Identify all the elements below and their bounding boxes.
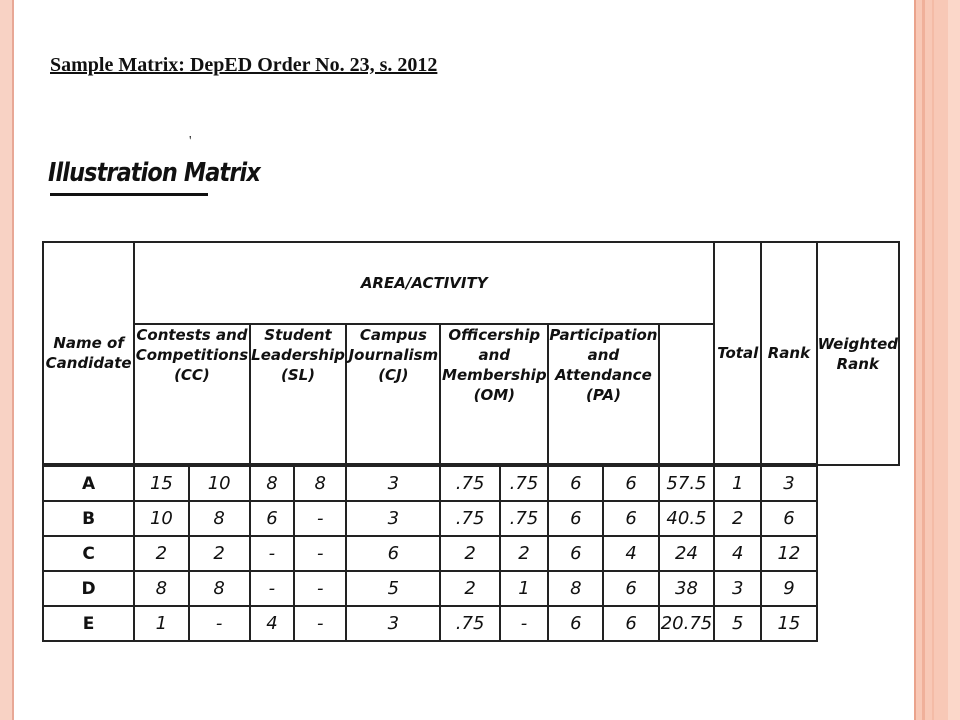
cc-score: 10 [189,465,250,501]
om-score: 2 [440,536,499,571]
rank-value: 5 [714,606,761,641]
table-row [43,571,899,606]
candidate-name: C [43,536,134,571]
total-score: 20.75 [659,606,715,641]
slide-title: Sample Matrix: DepED Order No. 23, s. 2012 [50,54,438,76]
weighted-rank-value: 3 [761,465,816,501]
cc-score: 2 [134,536,188,571]
table-row [43,465,899,501]
slide-left-border [0,0,14,720]
sl-score: 8 [250,465,295,501]
table-row [43,501,899,536]
sl-score: - [250,536,295,571]
rank-value: 4 [714,536,761,571]
header-officership-and-membership: Officership and Membership (OM) [440,324,548,465]
om-score: 2 [500,536,548,571]
pa-score: 4 [603,536,658,571]
rank-value: 2 [714,501,761,536]
pa-score: 6 [603,501,658,536]
rank-value: 1 [714,465,761,501]
header-campus-journalism: Campus Journalism (CJ) [346,324,440,465]
pa-score: 6 [548,536,603,571]
sl-score: 8 [294,465,346,501]
total-score: 24 [659,536,715,571]
rank-value: 3 [714,571,761,606]
border-stripe [948,0,960,720]
pa-score: 6 [603,571,658,606]
border-stripe [922,0,925,720]
header-participation-and-attendance: Participation and Attendance (PA) [548,324,659,465]
total-score: 57.5 [659,465,715,501]
cc-score: 8 [189,571,250,606]
pa-score: 6 [603,606,658,641]
matrix-heading-underline [50,193,208,196]
om-score: .75 [500,465,548,501]
cc-score: 8 [189,501,250,536]
candidate-name: D [43,571,134,606]
pa-score: 6 [548,465,603,501]
header-student-leadership: Student Leadership (SL) [250,324,347,465]
sl-score: - [294,501,346,536]
candidate-name: E [43,606,134,641]
header-total: Total [714,242,761,465]
candidate-name: A [43,465,134,501]
total-score: 38 [659,571,715,606]
cc-score: - [189,606,250,641]
border-stripe [932,0,934,720]
om-score: 2 [440,571,499,606]
sl-score: - [294,536,346,571]
om-score: - [500,606,548,641]
cj-score: 6 [346,536,440,571]
pa-score: 6 [548,501,603,536]
weighted-rank-value: 9 [761,571,816,606]
total-score: 40.5 [659,501,715,536]
pa-score: 6 [603,465,658,501]
header-rank: Rank [761,242,816,465]
header-area-activity: AREA/ACTIVITY [134,242,714,324]
cj-score: 5 [346,571,440,606]
pa-score: 6 [548,606,603,641]
slide-right-border [914,0,960,720]
weighted-rank-value: 15 [761,606,816,641]
sl-score: 4 [250,606,295,641]
candidate-name: B [43,501,134,536]
sl-score: - [294,571,346,606]
stray-mark: ' [189,134,192,149]
illustration-matrix-table [42,241,900,642]
om-score: .75 [500,501,548,536]
sl-score: 6 [250,501,295,536]
header-name-of-candidate: Name of Candidate [43,242,134,465]
matrix-heading: Illustration Matrix [48,158,260,188]
header-contests-and-competitions: Contests and Competitions (CC) [134,324,249,465]
cc-score: 10 [134,501,188,536]
om-score: .75 [440,465,499,501]
cc-score: 8 [134,571,188,606]
om-score: .75 [440,606,499,641]
header-weighted-rank: Weighted Rank [817,242,899,465]
cc-score: 15 [134,465,188,501]
cj-score: 3 [346,501,440,536]
sl-score: - [294,606,346,641]
weighted-rank-value: 12 [761,536,816,571]
om-score: .75 [440,501,499,536]
table-row [43,536,899,571]
cj-score: 3 [346,606,440,641]
weighted-rank-value: 6 [761,501,816,536]
sl-score: - [250,571,295,606]
cc-score: 1 [134,606,188,641]
table-row [43,606,899,641]
om-score: 1 [500,571,548,606]
cj-score: 3 [346,465,440,501]
pa-score: 8 [548,571,603,606]
cc-score: 2 [189,536,250,571]
